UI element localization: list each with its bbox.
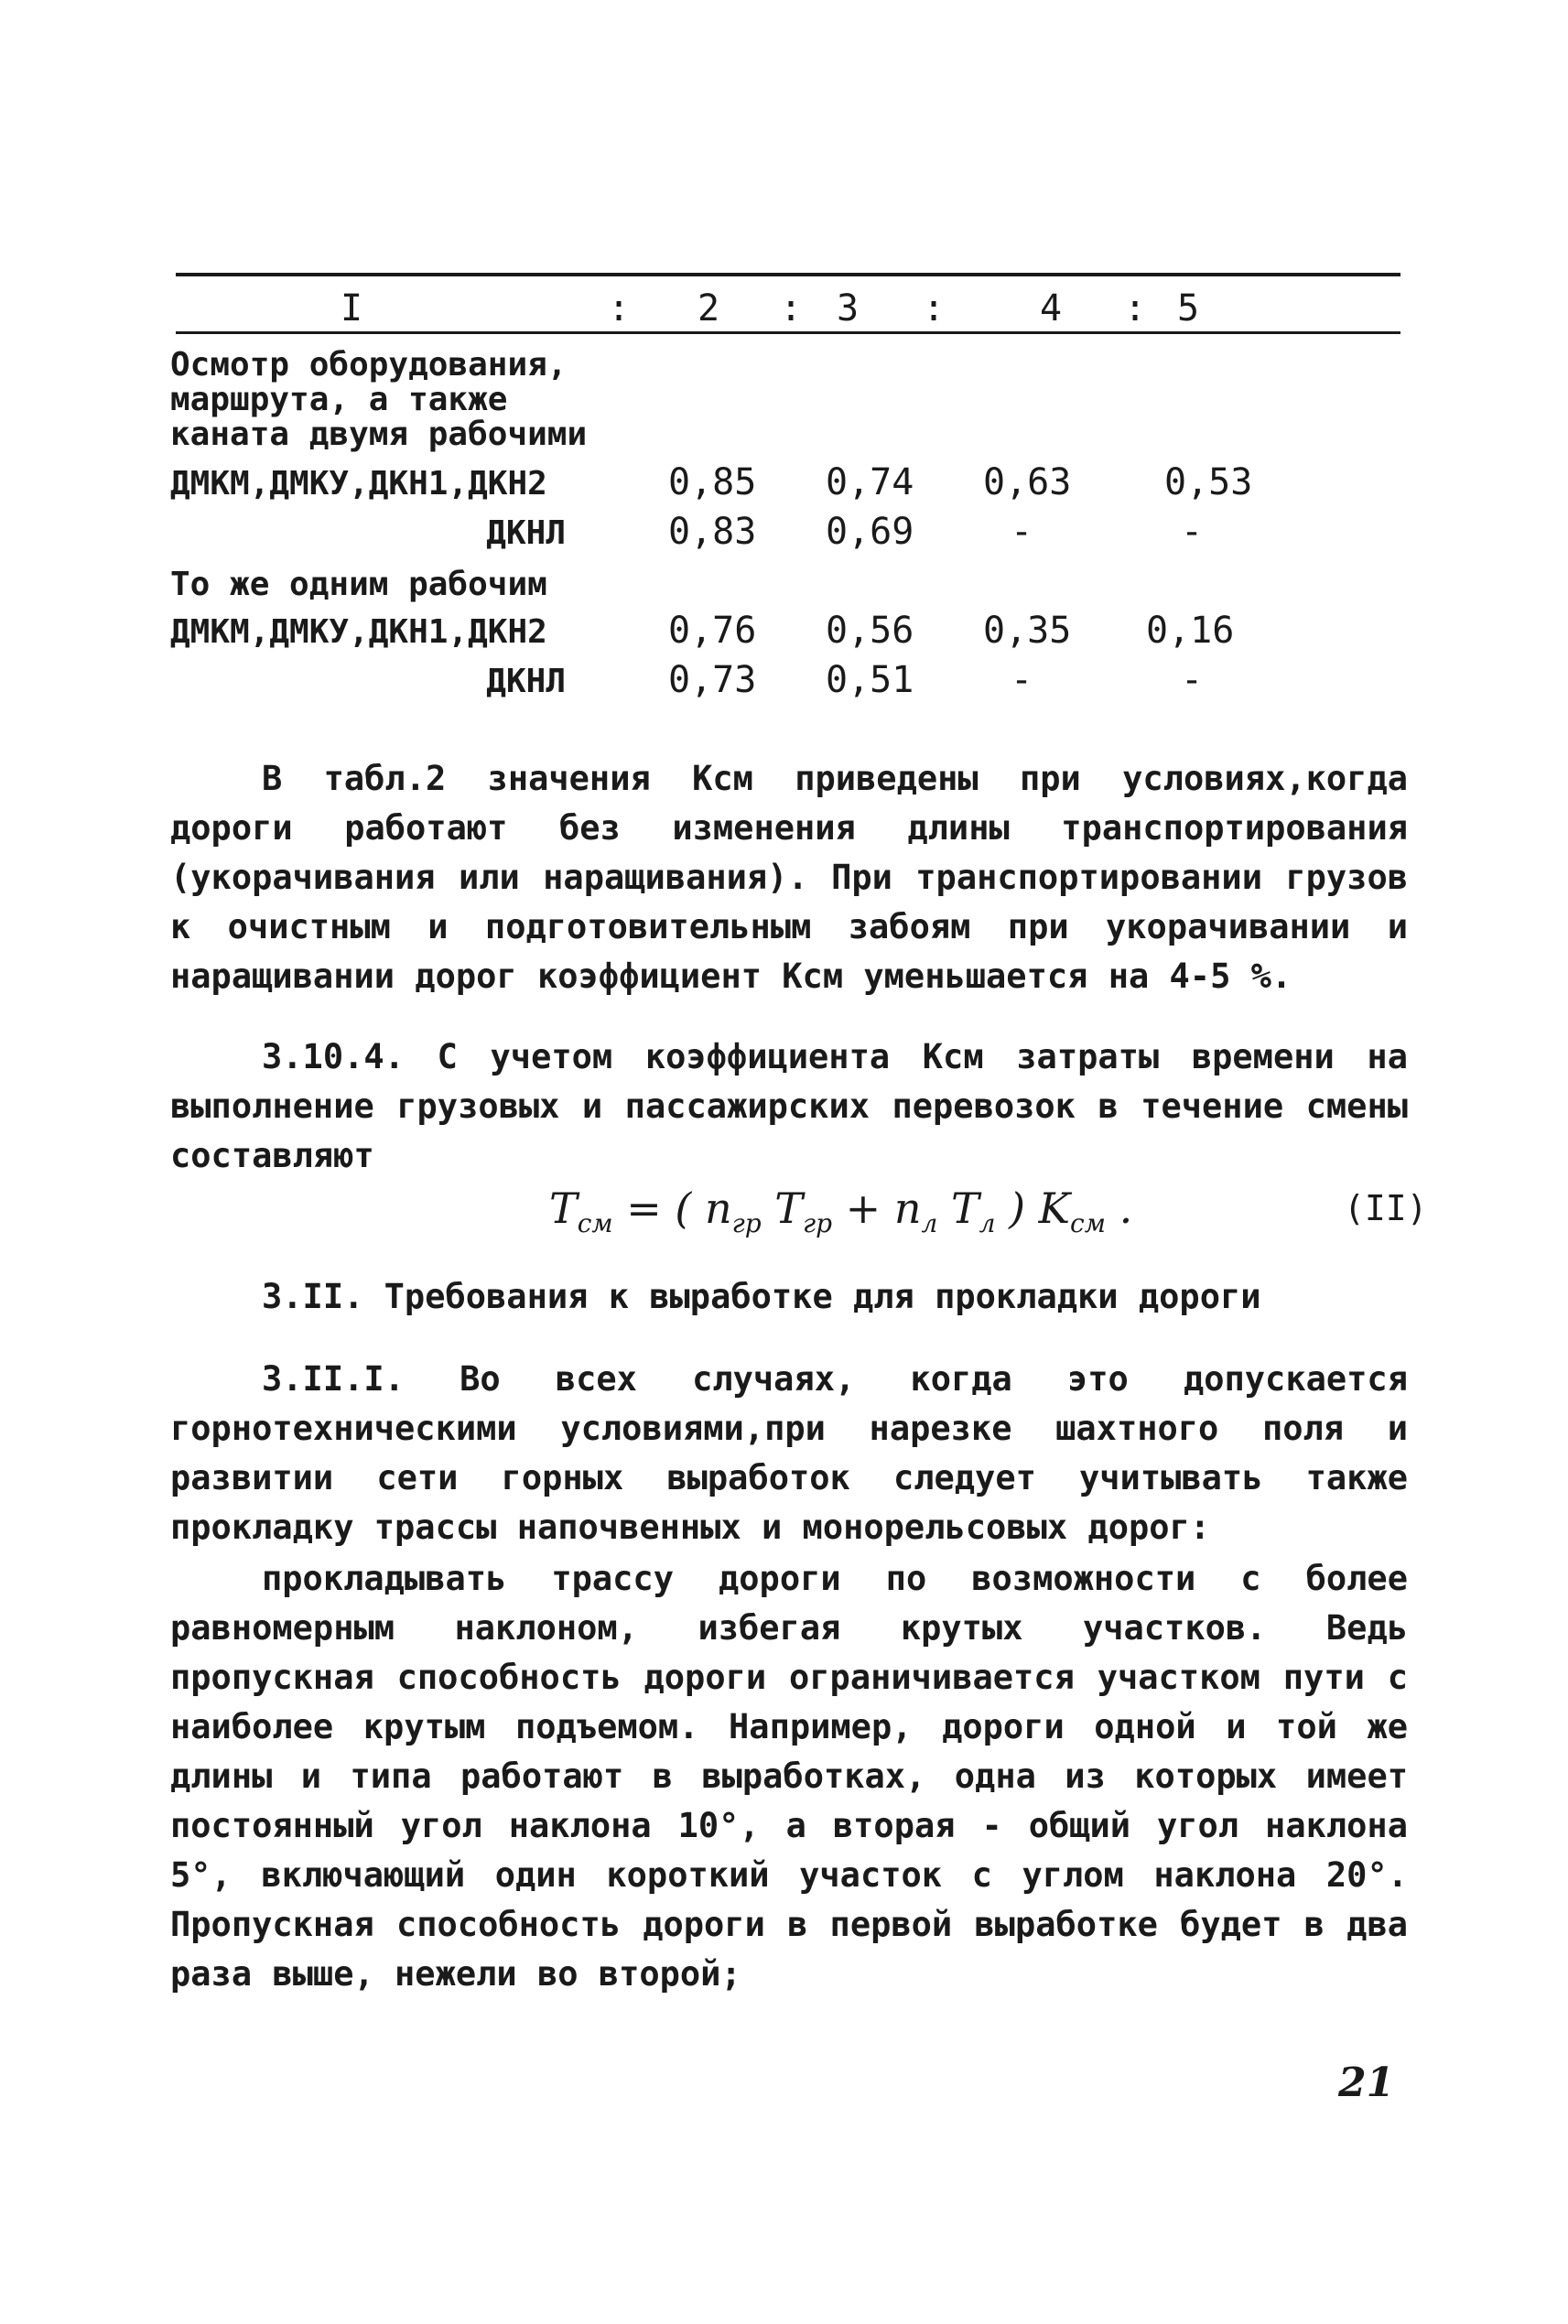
table-cell: 0,69 [826, 511, 914, 553]
formula-part: + [832, 1184, 894, 1233]
table-row-label: ДКНЛ [486, 663, 566, 700]
table-cell: 0,83 [668, 511, 757, 553]
table-row-label: ДМКМ,ДМКУ,ДКН1,ДКН2 [170, 613, 547, 651]
formula-part: K [1038, 1184, 1071, 1233]
formula [549, 1181, 1132, 1251]
table-cell: 0,85 [668, 461, 757, 503]
formula-part: = ( [612, 1184, 705, 1233]
formula-sub: л [979, 1208, 996, 1239]
paragraph-text: 3.II.I. Во всех случаях, когда это допускается горнотехническими условиями,при нарезке шахтного поля и развитии сети горных выработок следует учитывать также прокладку трассы напочвенных и монорельсовых дорог: [170, 1359, 1408, 1547]
table-header-col1: I [341, 287, 363, 330]
table-group-label: Осмотр оборудования, [170, 346, 568, 384]
table-header-col4: 4 [1040, 287, 1063, 330]
table-cell: 0,35 [983, 610, 1072, 652]
table-cell: 0,63 [983, 461, 1072, 503]
table-row-label: ДКНЛ [486, 514, 566, 552]
paragraph [170, 1355, 1408, 1552]
table-cell: 0,73 [668, 659, 757, 701]
table-group-label: маршрута, а также [170, 381, 508, 418]
formula-part: T [937, 1184, 979, 1233]
table-header-col2: 2 [697, 287, 720, 330]
table-header-col3: 3 [837, 287, 860, 330]
table-cell: - [1011, 659, 1033, 701]
table-group-label: каната двумя рабочими [170, 416, 588, 453]
section-heading-text: 3.II. Требования к выработке для прокладки дороги [262, 1277, 1261, 1316]
formula-sub: см [577, 1208, 613, 1239]
table-cell: - [1181, 659, 1204, 701]
formula-part: T [549, 1184, 578, 1233]
formula-sub: см [1070, 1208, 1106, 1239]
paragraph [170, 1554, 1408, 1999]
table-header-sep: : [923, 287, 946, 330]
formula-part: n [704, 1184, 732, 1233]
table-cell: 0,74 [826, 461, 914, 503]
table-header-sep: : [608, 287, 631, 330]
formula-part: T [761, 1184, 803, 1233]
paragraph-text: 3.10.4. С учетом коэффициента Ксм затраты времени на выполнение грузовых и пассажирских перевозок в течение смены составляют [170, 1037, 1408, 1175]
table-row-label: ДМКМ,ДМКУ,ДКН1,ДКН2 [170, 465, 547, 503]
table-header-col5: 5 [1177, 287, 1200, 330]
table-top-rule [176, 273, 1400, 276]
table-cell: 0,56 [826, 610, 914, 652]
table-cell: 0,51 [826, 659, 914, 701]
formula-sub: л [921, 1208, 938, 1239]
table-cell: - [1181, 511, 1204, 553]
table-group-label: То же одним рабочим [170, 566, 547, 603]
table-cell: 0,16 [1146, 610, 1235, 652]
table-cell: 0,76 [668, 610, 757, 652]
formula-sub: гр [731, 1208, 762, 1239]
formula-part: ) [995, 1184, 1039, 1233]
table-cell: 0,53 [1164, 461, 1253, 503]
paragraph-text: прокладывать трассу дороги по возможности с более равномерным наклоном, избегая крутых участков. Ведь пропускная способность дороги ограничивается участком пути с наиболее крутым подъемом. Например, дороги одной и той же длины и типа работают в выработках, одна из которых имеет постоянный угол наклона 10°, а вторая - общий угол наклона 5°, включающий один короткий участок с углом наклона 20°. Пропускная способность дороги в первой выработке будет в два раза выше, нежели во второй; [170, 1559, 1408, 1994]
formula-sub: гр [802, 1208, 833, 1239]
paragraph [170, 754, 1408, 1001]
section-heading [170, 1272, 1408, 1322]
table-header-sep: : [780, 287, 803, 330]
table-header-rule [176, 331, 1400, 334]
paragraph [170, 1032, 1408, 1181]
paragraph-text: В табл.2 значения Ксм приведены при условиях,когда дороги работают без изменения длины транспортирования (укорачивания или наращивания). При транспортировании грузов к очистным и подготовительным забоям при укорачивании и наращивании дорог коэффициент Ксм уменьшается на 4-5 %. [170, 759, 1408, 996]
formula-part: . [1105, 1184, 1133, 1233]
table-header-sep: : [1124, 287, 1147, 330]
table-cell: - [1011, 511, 1033, 553]
formula-part: n [893, 1184, 922, 1233]
equation-number: (II) [1344, 1188, 1428, 1228]
page-number: 21 [1338, 2059, 1395, 2106]
